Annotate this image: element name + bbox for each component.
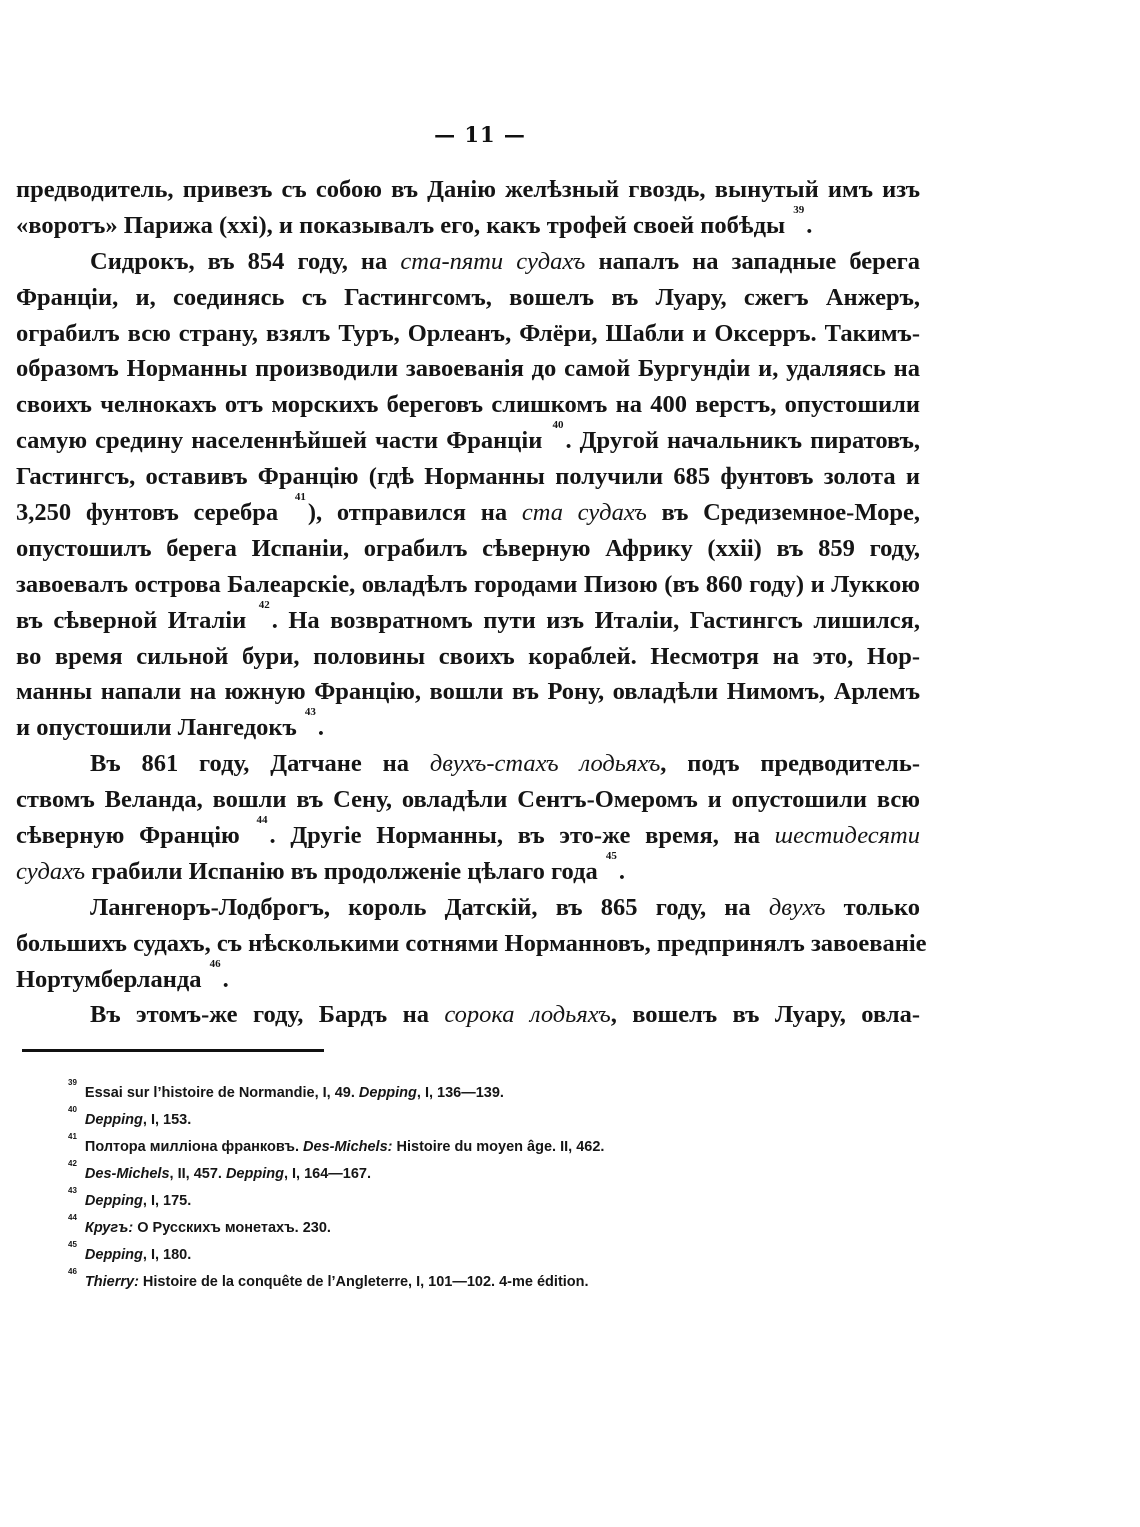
- text-line: и опустошили Лангедокъ $^{43}$.: [16, 706, 324, 742]
- footnote: $^{43}$Depping, I, 175.: [68, 1186, 192, 1209]
- text-line: во время сильной бури, половины своихъ кораблей. Несмотря на это, Нор-: [16, 642, 920, 670]
- footnote-ref: 41: [68, 1132, 77, 1141]
- footnote: $^{46}$Thierry: Histoire de la conquête de l’Angleterre, I, 101—102. 4-me édition.: [68, 1267, 589, 1290]
- italic-phrase: двухъ-стахъ лодьяхъ: [429, 750, 661, 778]
- footnote-ref: 41: [294, 491, 306, 504]
- page-number: — 11 —: [434, 122, 526, 147]
- main-text: [16, 172, 927, 1033]
- text-line: 3,250 фунтовъ серебра $^{41}$), отправился на ста судахъ въ Средиземное-Море,: [16, 491, 920, 527]
- footnotes: [68, 1080, 928, 1296]
- italic-phrase: шестидесяти: [774, 822, 920, 850]
- footnote-ref: 45: [68, 1240, 77, 1249]
- footnote-ref: 44: [68, 1213, 77, 1222]
- text-line: опустошилъ берега Испаніи, ограбилъ сѣверную Африку (xxii) въ 859 году,: [16, 534, 920, 562]
- text-line: Сидрокъ, въ 854 году, на ста-пяти судахъ напалъ на западные берега: [90, 247, 920, 275]
- footnote-ref: 45: [605, 849, 617, 862]
- italic-phrase: Depping: [225, 1166, 284, 1182]
- text-line: Въ этомъ-же году, Бардъ на сорока лодьяхъ, вошелъ въ Луару, овла-: [90, 1001, 921, 1029]
- footnote-ref: 43: [68, 1186, 77, 1195]
- text-line: ствомъ Веланда, вошли въ Сену, овладѣли Сентъ-Омеромъ и опустошили всю: [16, 786, 920, 814]
- footnote-ref: 44: [256, 814, 268, 827]
- footnote-ref: 42: [258, 598, 270, 611]
- text-line: манны напали на южную Францію, вошли въ Рону, овладѣли Нимомъ, Арлемъ: [16, 678, 920, 706]
- text-line: образомъ Норманны производили завоеванія до самой Бургундіи и, удаляясь на: [16, 355, 920, 383]
- footnote: $^{42}$Des-Michels, II, 457. Depping, I, 164—167.: [68, 1159, 372, 1182]
- footnote: $^{41}$Полтора милліона франковъ. Des-Michels: Histoire du moyen âge. II, 462.: [68, 1132, 605, 1155]
- italic-phrase: Des-Michels: [84, 1166, 170, 1182]
- text-line: ограбилъ всю страну, взялъ Туръ, Орлеанъ, Флёри, Шабли и Оксерръ. Такимъ-: [16, 319, 920, 347]
- text-line: въ сѣверной Италіи $^{42}$. На возвратномъ пути изъ Италіи, Гастингсъ лишился,: [16, 598, 920, 634]
- italic-phrase: Depping: [358, 1085, 417, 1101]
- italic-phrase: Depping: [84, 1247, 143, 1263]
- italic-phrase: сорока лодьяхъ: [444, 1001, 611, 1029]
- footnote-ref: 40: [552, 419, 564, 432]
- text-line: своихъ челнокахъ отъ морскихъ береговъ слишкомъ на 400 верстъ, опустошили: [16, 391, 920, 419]
- text-line: предводитель, привезъ съ собою въ Данію желѣзный гвоздь, вынутый имъ изъ: [16, 176, 920, 203]
- italic-phrase: Кругъ:: [84, 1220, 134, 1236]
- text-line: «воротъ» Парижа (xxi), и показывалъ его, какъ трофей своей побѣды $^{39}$.: [16, 203, 813, 239]
- text-line: самую средину населеннѣйшей части Франціи $^{40}$. Другой начальникъ пиратовъ,: [16, 419, 921, 455]
- text-line: завоевалъ острова Балеарскіе, овладѣлъ городами Пизою (въ 860 году) и Луккою: [16, 570, 920, 598]
- footnote: $^{39}$Essai sur l’histoire de Normandie, I, 49. Depping, I, 136—139.: [68, 1078, 504, 1101]
- italic-phrase: ста судахъ: [521, 499, 647, 527]
- footnote: $^{44}$Кругъ: О Русскихъ монетахъ. 230.: [68, 1213, 331, 1236]
- italic-phrase: судахъ: [16, 857, 86, 885]
- footnote-ref: 46: [209, 957, 221, 970]
- italic-phrase: Depping: [84, 1193, 143, 1209]
- text-line: сѣверную Францію $^{44}$. Другіе Норманны, въ это-же время, на шестидесяти: [16, 814, 920, 850]
- italic-phrase: Depping: [84, 1112, 143, 1128]
- italic-phrase: двухъ: [768, 893, 826, 921]
- footnote-ref: 42: [68, 1159, 77, 1168]
- footnote: $^{40}$Depping, I, 153.: [68, 1105, 192, 1128]
- footnote-ref: 39: [68, 1078, 77, 1087]
- italic-phrase: ста-пяти судахъ: [400, 247, 586, 275]
- footnote-ref: 46: [68, 1267, 77, 1276]
- text-line: Нортумберланда $^{46}$.: [16, 957, 229, 993]
- italic-phrase: Thierry:: [84, 1274, 139, 1290]
- text-line: большихъ судахъ, съ нѣсколькими сотнями Норманновъ, предпринялъ завоеваніе: [16, 929, 927, 957]
- text-line: Гастингсъ, оставивъ Францію (гдѣ Норманны получили 685 фунтовъ золота и: [16, 463, 920, 491]
- footnote: $^{45}$Depping, I, 180.: [68, 1240, 192, 1263]
- footnote-ref: 40: [68, 1105, 77, 1114]
- footnote-separator: [22, 1049, 324, 1052]
- text-line: Лангеноръ-Лодброгъ, король Датскій, въ 865 году, на двухъ только: [90, 893, 920, 921]
- italic-phrase: Des-Michels:: [303, 1139, 393, 1155]
- text-line: Въ 861 году, Датчане на двухъ-стахъ лодьяхъ, подъ предводитель-: [90, 750, 920, 778]
- footnote-ref: 39: [793, 203, 805, 216]
- footnote-ref: 43: [304, 706, 316, 719]
- text-line: Франціи, и, соединясь съ Гастингсомъ, вошелъ въ Луару, сжегъ Анжеръ,: [16, 283, 920, 311]
- text-line: судахъ грабили Испанію въ продолженіе цѣлаго года $^{45}$.: [16, 849, 625, 885]
